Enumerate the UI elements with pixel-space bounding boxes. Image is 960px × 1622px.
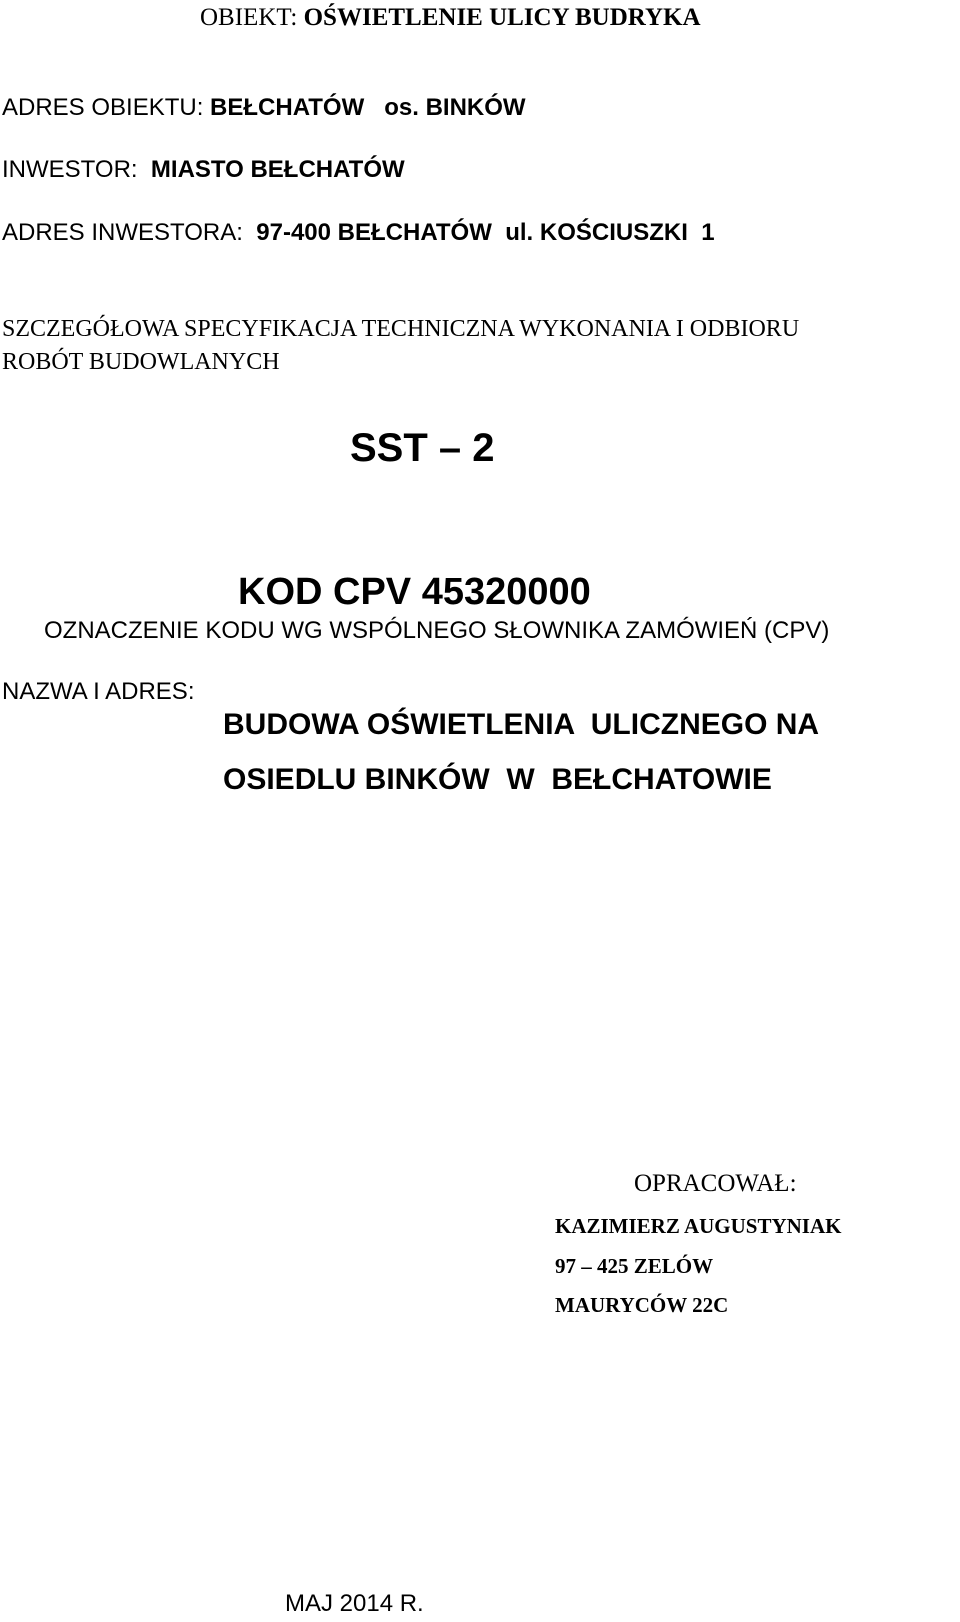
- cpv-code: KOD CPV 45320000: [238, 571, 591, 613]
- investor-line: [2, 158, 405, 182]
- investor-value: MIASTO BEŁCHATÓW: [150, 156, 405, 183]
- object-address-value: BEŁCHATÓW os. BINKÓW: [210, 94, 526, 121]
- name-address-label: NAZWA I ADRES:: [2, 678, 195, 705]
- specification-title-line-2: ROBÓT BUDOWLANYCH: [2, 349, 280, 375]
- sst-code: SST – 2: [350, 426, 495, 470]
- investor-address-value: 97-400 BEŁCHATÓW ul. KOŚCIUSZKI 1: [256, 219, 715, 246]
- object-address-label: ADRES OBIEKTU:: [2, 94, 211, 121]
- project-name-line-2: OSIEDLU BINKÓW W BEŁCHATOWIE: [223, 763, 772, 796]
- investor-address-label: ADRES INWESTORA:: [2, 219, 257, 246]
- author-address-line-2: MAURYCÓW 22C: [555, 1293, 729, 1317]
- author-address-line-1: 97 – 425 ZELÓW: [555, 1254, 714, 1278]
- investor-label: INWESTOR:: [2, 156, 151, 183]
- object-line: [200, 5, 701, 30]
- object-address-line: [2, 96, 526, 120]
- cpv-description: OZNACZENIE KODU WG WSPÓLNEGO SŁOWNIKA ZAMÓWIEŃ (CPV): [44, 617, 830, 644]
- author-name: KAZIMIERZ AUGUSTYNIAK: [555, 1214, 842, 1238]
- investor-address-line: [2, 221, 715, 245]
- specification-title-line-1: SZCZEGÓŁOWA SPECYFIKACJA TECHNICZNA WYKONANIA I ODBIORU: [2, 316, 800, 342]
- document-date: MAJ 2014 R.: [285, 1590, 424, 1617]
- object-value: OŚWIETLENIE ULICY BUDRYKA: [303, 4, 701, 31]
- object-label: OBIEKT:: [200, 4, 304, 31]
- author-label: OPRACOWAŁ:: [634, 1170, 797, 1197]
- project-name-line-1: BUDOWA OŚWIETLENIA ULICZNEGO NA: [223, 708, 820, 741]
